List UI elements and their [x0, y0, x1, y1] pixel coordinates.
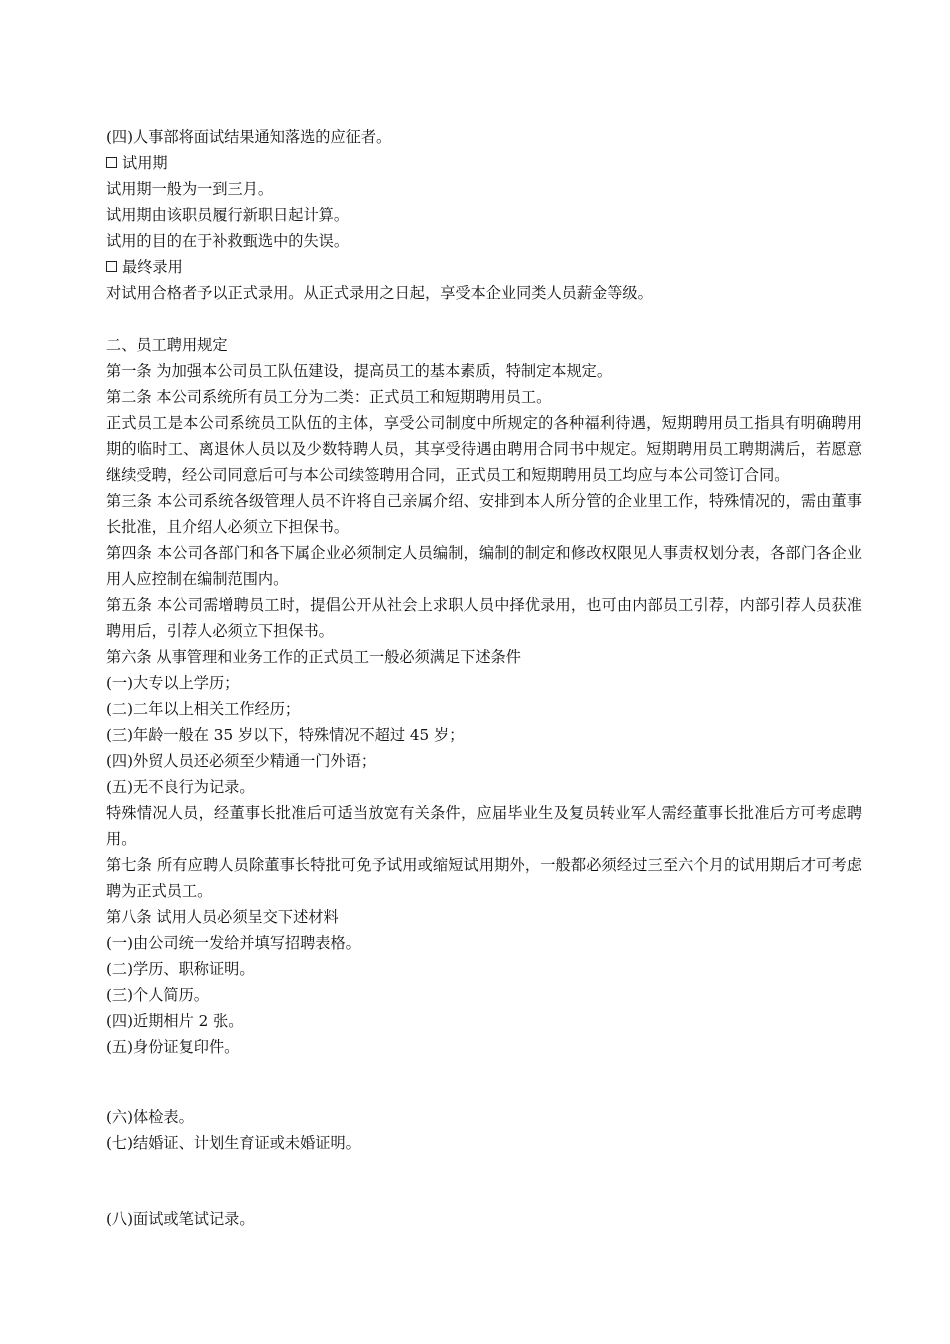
- paragraph: 特殊情况人员，经董事长批准后可适当放宽有关条件，应届毕业生及复员转业军人需经董事长批准后方可考虑聘用。: [106, 804, 862, 848]
- article-5: 第五条 本公司需增聘员工时，提倡公开从社会上求职人员中择优录用，也可由内部员工引荐，内部引荐人员获准聘用后，引荐人必须立下担保书。: [106, 596, 862, 640]
- article-1: 第一条 为加强本公司员工队伍建设，提高员工的基本素质，特制定本规定。: [106, 362, 613, 380]
- section-materials-continued: [106, 1104, 862, 1156]
- checkbox-bullet-icon: [106, 261, 117, 272]
- list-item: (六)体检表。: [106, 1108, 194, 1126]
- list-item: (一)大专以上学历；: [106, 674, 240, 692]
- section-employment-rules: [106, 332, 862, 1060]
- list-item: (三)年龄一般在 35 岁以下，特殊情况不超过 45 岁；: [106, 726, 465, 744]
- subheading-final-hire: 最终录用: [106, 254, 862, 280]
- list-item: (一)由公司统一发给并填写招聘表格。: [106, 934, 361, 952]
- paragraph: (四)人事部将面试结果通知落选的应征者。: [106, 128, 392, 146]
- article-6: 第六条 从事管理和业务工作的正式员工一般必须满足下述条件: [106, 648, 521, 666]
- article-2-detail: 正式员工是本公司系统员工队伍的主体，享受公司制度中所规定的各种福利待遇，短期聘用员工指具有明确聘用期的临时工、离退休人员以及少数特聘人员，其享受待遇由聘用合同书中规定。短期聘用员工聘期满后，若愿意继续受聘，经公司同意后可与本公司续签聘用合同，正式员工和短期聘用员工均应与本公司签订合同。: [106, 414, 862, 484]
- list-item: (八)面试或笔试记录。: [106, 1210, 255, 1228]
- article-8: 第八条 试用人员必须呈交下述材料: [106, 908, 339, 926]
- list-item: (四)外贸人员还必须至少精通一门外语；: [106, 752, 377, 770]
- section-recruitment-steps: [106, 124, 862, 306]
- paragraph: 试用的目的在于补救甄选中的失误。: [106, 232, 349, 250]
- article-3: 第三条 本公司系统各级管理人员不许将自己亲属介绍、安排到本人所分管的企业里工作，特殊情况的，需由董事长批准，且介绍人必须立下担保书。: [106, 492, 862, 536]
- article-4: 第四条 本公司各部门和各下属企业必须制定人员编制，编制的制定和修改权限见人事责权划分表，各部门各企业用人应控制在编制范围内。: [106, 544, 862, 588]
- list-item: (五)身份证复印件。: [106, 1038, 240, 1056]
- paragraph: 对试用合格者予以正式录用。从正式录用之日起，享受本企业同类人员薪金等级。: [106, 284, 653, 302]
- list-item: (五)无不良行为记录。: [106, 778, 255, 796]
- article-2: 第二条 本公司系统所有员工分为二类：正式员工和短期聘用员工。: [106, 388, 552, 406]
- section-heading: 二、员工聘用规定: [106, 336, 228, 354]
- paragraph: 试用期由该职员履行新职日起计算。: [106, 206, 349, 224]
- section-materials-end: [106, 1206, 862, 1232]
- list-item: (二)二年以上相关工作经历；: [106, 700, 301, 718]
- checkbox-bullet-icon: [106, 157, 117, 168]
- article-7: 第七条 所有应聘人员除董事长特批可免予试用或缩短试用期外，一般都必须经过三至六个月的试用期后才可考虑聘为正式员工。: [106, 856, 862, 900]
- list-item: (二)学历、职称证明。: [106, 960, 255, 978]
- subheading-probation: 试用期: [106, 150, 862, 176]
- paragraph: 试用期一般为一到三月。: [106, 180, 274, 198]
- list-item: (七)结婚证、计划生育证或未婚证明。: [106, 1134, 361, 1152]
- list-item: (四)近期相片 2 张。: [106, 1012, 244, 1030]
- list-item: (三)个人简历。: [106, 986, 209, 1004]
